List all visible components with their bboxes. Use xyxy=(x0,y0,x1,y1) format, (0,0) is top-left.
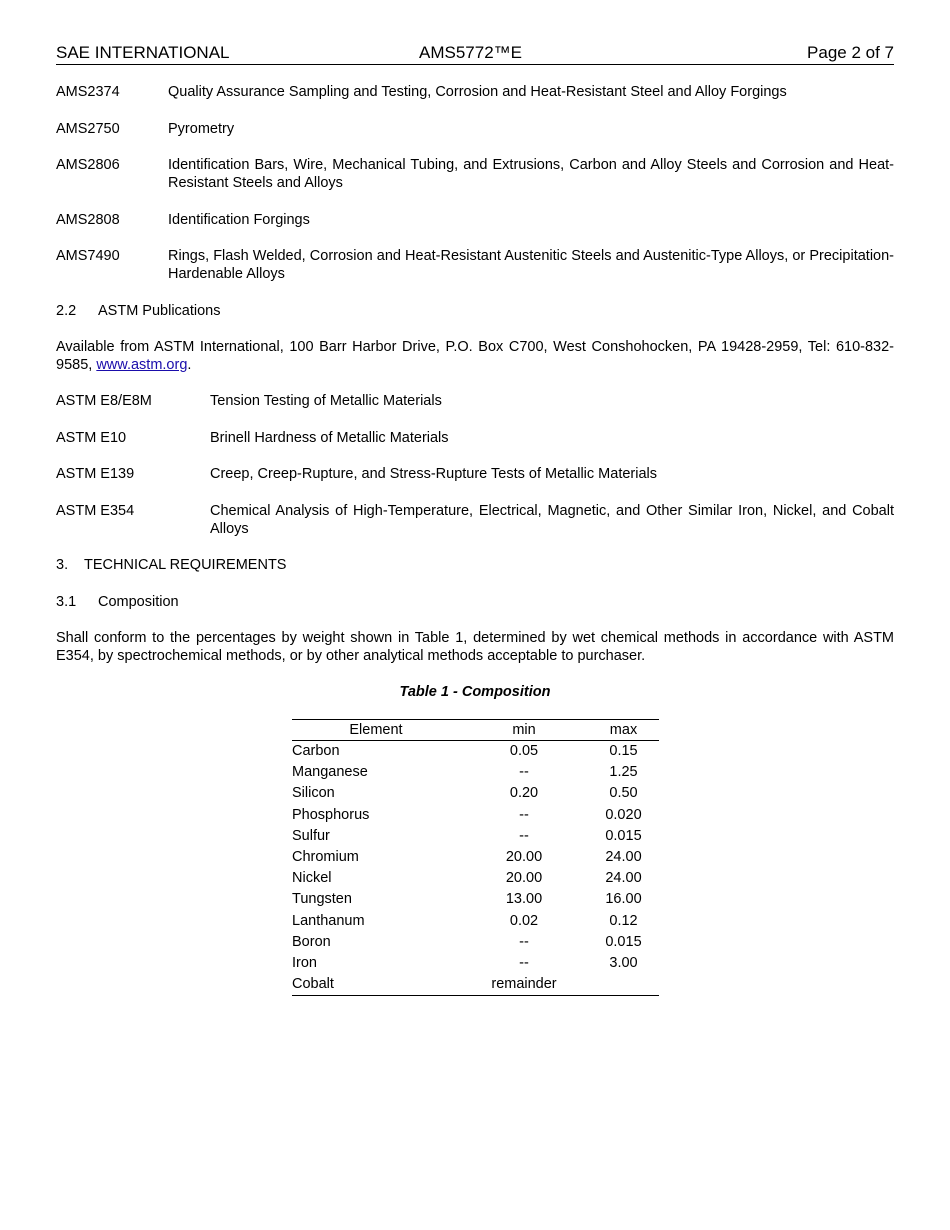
table-row xyxy=(292,868,659,889)
table-row xyxy=(292,953,659,974)
cell-element: Lanthanum xyxy=(292,912,365,929)
astm-website-link[interactable]: www.astm.org xyxy=(96,357,188,373)
reference-code: ASTM E10 xyxy=(56,430,127,446)
reference-ams2750 xyxy=(56,120,894,138)
cell-element: Iron xyxy=(292,954,317,971)
table-caption: Table 1 - Composition xyxy=(399,684,551,700)
cell-element: Phosphorus xyxy=(292,806,370,823)
table-row xyxy=(292,783,659,804)
reference-title: Brinell Hardness of Metallic Materials xyxy=(210,430,449,446)
cell-element: Manganese xyxy=(292,764,368,781)
section-2-2-heading xyxy=(56,302,894,320)
table-row xyxy=(292,932,659,953)
cell-max: 1.25 xyxy=(609,764,638,781)
cell-max: 0.15 xyxy=(609,743,638,760)
reference-code: ASTM E354 xyxy=(56,503,135,519)
cell-element: Chromium xyxy=(292,849,359,866)
cell-element: Silicon xyxy=(292,785,335,802)
reference-title: Identification Forgings xyxy=(168,212,310,228)
reference-ams2374 xyxy=(56,83,894,101)
reference-title: Pyrometry xyxy=(168,121,235,137)
reference-code: AMS2750 xyxy=(56,121,120,137)
cell-min: 0.05 xyxy=(509,743,539,760)
reference-title: Rings, Flash Welded, Corrosion and Heat-Resistant Austenitic Steels and Austenitic-Type Alloys, or Precipitation-Hardenable Alloys xyxy=(168,248,894,282)
section-number: 3. xyxy=(56,557,69,573)
table-header-row xyxy=(292,720,659,741)
table-row xyxy=(292,847,659,868)
cell-min: 0.02 xyxy=(509,912,539,929)
cell-element: Sulfur xyxy=(292,827,330,844)
reference-code: ASTM E139 xyxy=(56,466,135,482)
reference-astm-e10 xyxy=(56,429,894,447)
composition-paragraph: Shall conform to the percentages by weight shown in Table 1, determined by wet chemical methods in accordance with ASTM E354, by spectrochemical methods, or by other analytical methods acceptable to purchaser. xyxy=(56,630,894,664)
reference-ams7490 xyxy=(56,247,894,283)
cell-min: -- xyxy=(519,954,529,971)
cell-max: 3.00 xyxy=(609,954,638,971)
cell-min: -- xyxy=(519,933,529,950)
cell-min: -- xyxy=(519,764,529,781)
header-page-number: Page 2 of 7 xyxy=(807,43,894,62)
reference-code: AMS2806 xyxy=(56,157,120,173)
section-number: 3.1 xyxy=(56,594,77,610)
table-row xyxy=(292,889,659,910)
table-row xyxy=(292,741,659,763)
section-3-heading xyxy=(56,556,894,574)
cell-element: Cobalt xyxy=(292,974,460,996)
reference-title: Creep, Creep-Rupture, and Stress-Rupture Tests of Metallic Materials xyxy=(210,466,658,482)
cell-max: 24.00 xyxy=(605,870,642,887)
cell-min: remainder xyxy=(460,974,588,996)
cell-element: Boron xyxy=(292,933,331,950)
cell-max: 16.00 xyxy=(605,891,642,908)
reference-ams2808 xyxy=(56,211,894,229)
header-doc-number: AMS5772™E xyxy=(419,43,522,62)
cell-min: 20.00 xyxy=(505,870,543,887)
column-header-min: min xyxy=(460,720,588,741)
section-title: ASTM Publications xyxy=(98,303,221,319)
cell-min: 13.00 xyxy=(505,891,543,908)
reference-code: ASTM E8/E8M xyxy=(56,393,152,409)
cell-max: 0.015 xyxy=(605,827,642,844)
reference-astm-e354 xyxy=(56,502,894,538)
cell-max xyxy=(588,974,659,996)
reference-ams2806 xyxy=(56,156,894,192)
reference-title: Identification Bars, Wire, Mechanical Tubing, and Extrusions, Carbon and Alloy Steels and Corrosion and Heat-Resistant Steels and Alloys xyxy=(168,157,894,191)
astm-availability-paragraph xyxy=(56,338,894,374)
astm-availability-text: Available from ASTM International, 100 Barr Harbor Drive, P.O. Box C700, West Conshohocken, PA 19428-2959, Tel: 610-832-9585, xyxy=(56,339,894,373)
cell-max: 0.12 xyxy=(609,912,638,929)
header-org: SAE INTERNATIONAL xyxy=(56,43,230,62)
table-row xyxy=(292,974,659,996)
period: . xyxy=(187,357,192,373)
table-row xyxy=(292,805,659,826)
cell-element: Nickel xyxy=(292,870,332,887)
cell-min: -- xyxy=(519,806,529,823)
cell-max: 0.020 xyxy=(605,806,642,823)
cell-min: -- xyxy=(519,827,529,844)
reference-code: AMS2374 xyxy=(56,84,120,100)
page-header xyxy=(56,42,894,65)
cell-min: 0.20 xyxy=(509,785,539,802)
table-row xyxy=(292,762,659,783)
reference-title: Tension Testing of Metallic Materials xyxy=(210,393,442,409)
composition-table xyxy=(292,719,659,996)
cell-element: Carbon xyxy=(292,743,340,760)
cell-min: 20.00 xyxy=(505,849,543,866)
section-3-1-heading xyxy=(56,593,894,611)
document-page xyxy=(56,42,894,993)
reference-astm-e139 xyxy=(56,465,894,483)
reference-astm-e8 xyxy=(56,392,894,410)
table-row xyxy=(292,826,659,847)
section-number: 2.2 xyxy=(56,303,77,319)
cell-max: 24.00 xyxy=(605,849,642,866)
cell-max: 0.50 xyxy=(609,785,638,802)
section-title: Composition xyxy=(98,594,179,610)
reference-title: Quality Assurance Sampling and Testing, Corrosion and Heat-Resistant Steel and Alloy Forgings xyxy=(168,84,787,100)
table-row xyxy=(292,911,659,932)
reference-code: AMS7490 xyxy=(56,248,120,264)
reference-title: Chemical Analysis of High-Temperature, Electrical, Magnetic, and Other Similar Iron, Nickel, and Cobalt Alloys xyxy=(210,503,894,537)
cell-max: 0.015 xyxy=(605,933,642,950)
section-title: TECHNICAL REQUIREMENTS xyxy=(84,557,287,573)
cell-element: Tungsten xyxy=(292,891,352,908)
reference-code: AMS2808 xyxy=(56,212,120,228)
column-header-max: max xyxy=(588,720,659,741)
column-header-element: Element xyxy=(292,720,460,741)
